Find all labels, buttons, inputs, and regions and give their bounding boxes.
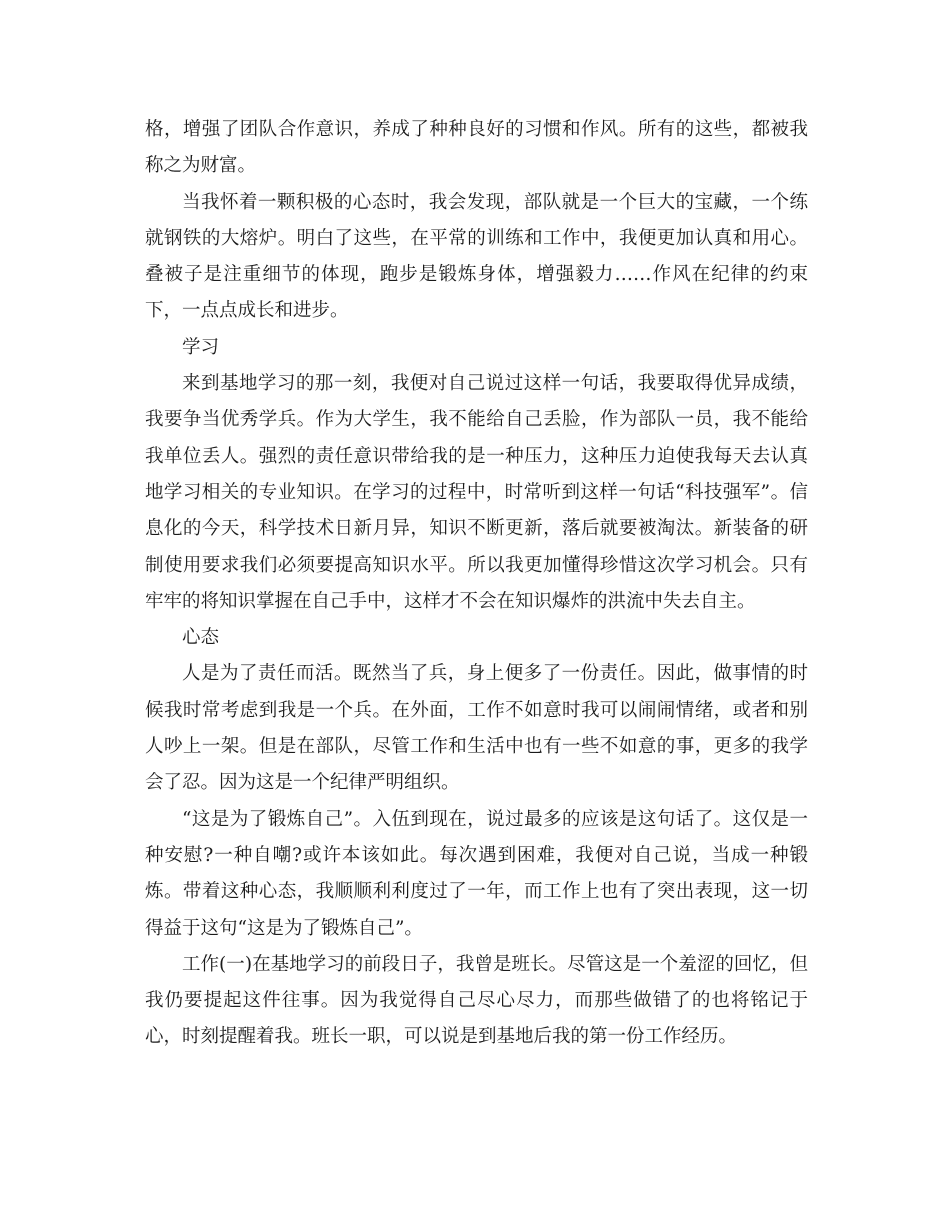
document-body [145, 112, 808, 1056]
paragraph: 人是为了责任而活。既然当了兵，身上便多了一份责任。因此，做事情的时候我时常考虑到我是一个兵。在外面，工作不如意时我可以闹闹情绪，或者和别人吵上一架。但是在部队，尽管工作和生活中也有一些不如意的事，更多的我学会了忍。因为这是一个纪律严明组织。 [145, 663, 808, 794]
paragraph: 格，增强了团队合作意识，养成了种种良好的习惯和作风。所有的这些，都被我称之为财富。 [145, 119, 808, 177]
paragraph: 当我怀着一颗积极的心态时，我会发现，部队就是一个巨大的宝藏，一个练就钢铁的大熔炉。明白了这些，在平常的训练和工作中，我便更加认真和用心。叠被子是注重细节的体现，跑步是锻炼身体，增强毅力……作风在纪律的约束下，一点点成长和进步。 [145, 191, 808, 322]
section-heading-mindset: 心态 [182, 627, 220, 649]
section-heading-study: 学习 [182, 336, 220, 358]
paragraph: 来到基地学习的那一刻，我便对自己说过这样一句话，我要取得优异成绩，我要争当优秀学兵。作为大学生，我不能给自己丢脸，作为部队一员，我不能给我单位丢人。强烈的责任意识带给我的是一种压力，这种压力迫使我每天去认真地学习相关的专业知识。在学习的过程中，时常听到这样一句话“科技强军”。信息化的今天，科学技术日新月异，知识不断更新，落后就要被淘汰。新装备的研制使用要求我们必须要提高知识水平。所以我更加懂得珍惜这次学习机会。只有牢牢的将知识掌握在自己手中，这样才不会在知识爆炸的洪流中失去自主。 [145, 373, 808, 612]
paragraph: 工作(一)在基地学习的前段日子，我曾是班长。尽管这是一个羞涩的回忆，但我仍要提起这件往事。因为我觉得自己尽心尽力，而那些做错了的也将铭记于心，时刻提醒着我。班长一职，可以说是到基地后我的第一份工作经历。 [145, 953, 808, 1048]
paragraph: “这是为了锻炼自己”。入伍到现在，说过最多的应该是这句话了。这仅是一种安慰?一种自嘲?或许本该如此。每次遇到困难，我便对自己说，当成一种锻炼。带着这种心态，我顺顺利利度过了一年，而工作上也有了突出表现，这一切得益于这句“这是为了锻炼自己”。 [145, 808, 808, 939]
